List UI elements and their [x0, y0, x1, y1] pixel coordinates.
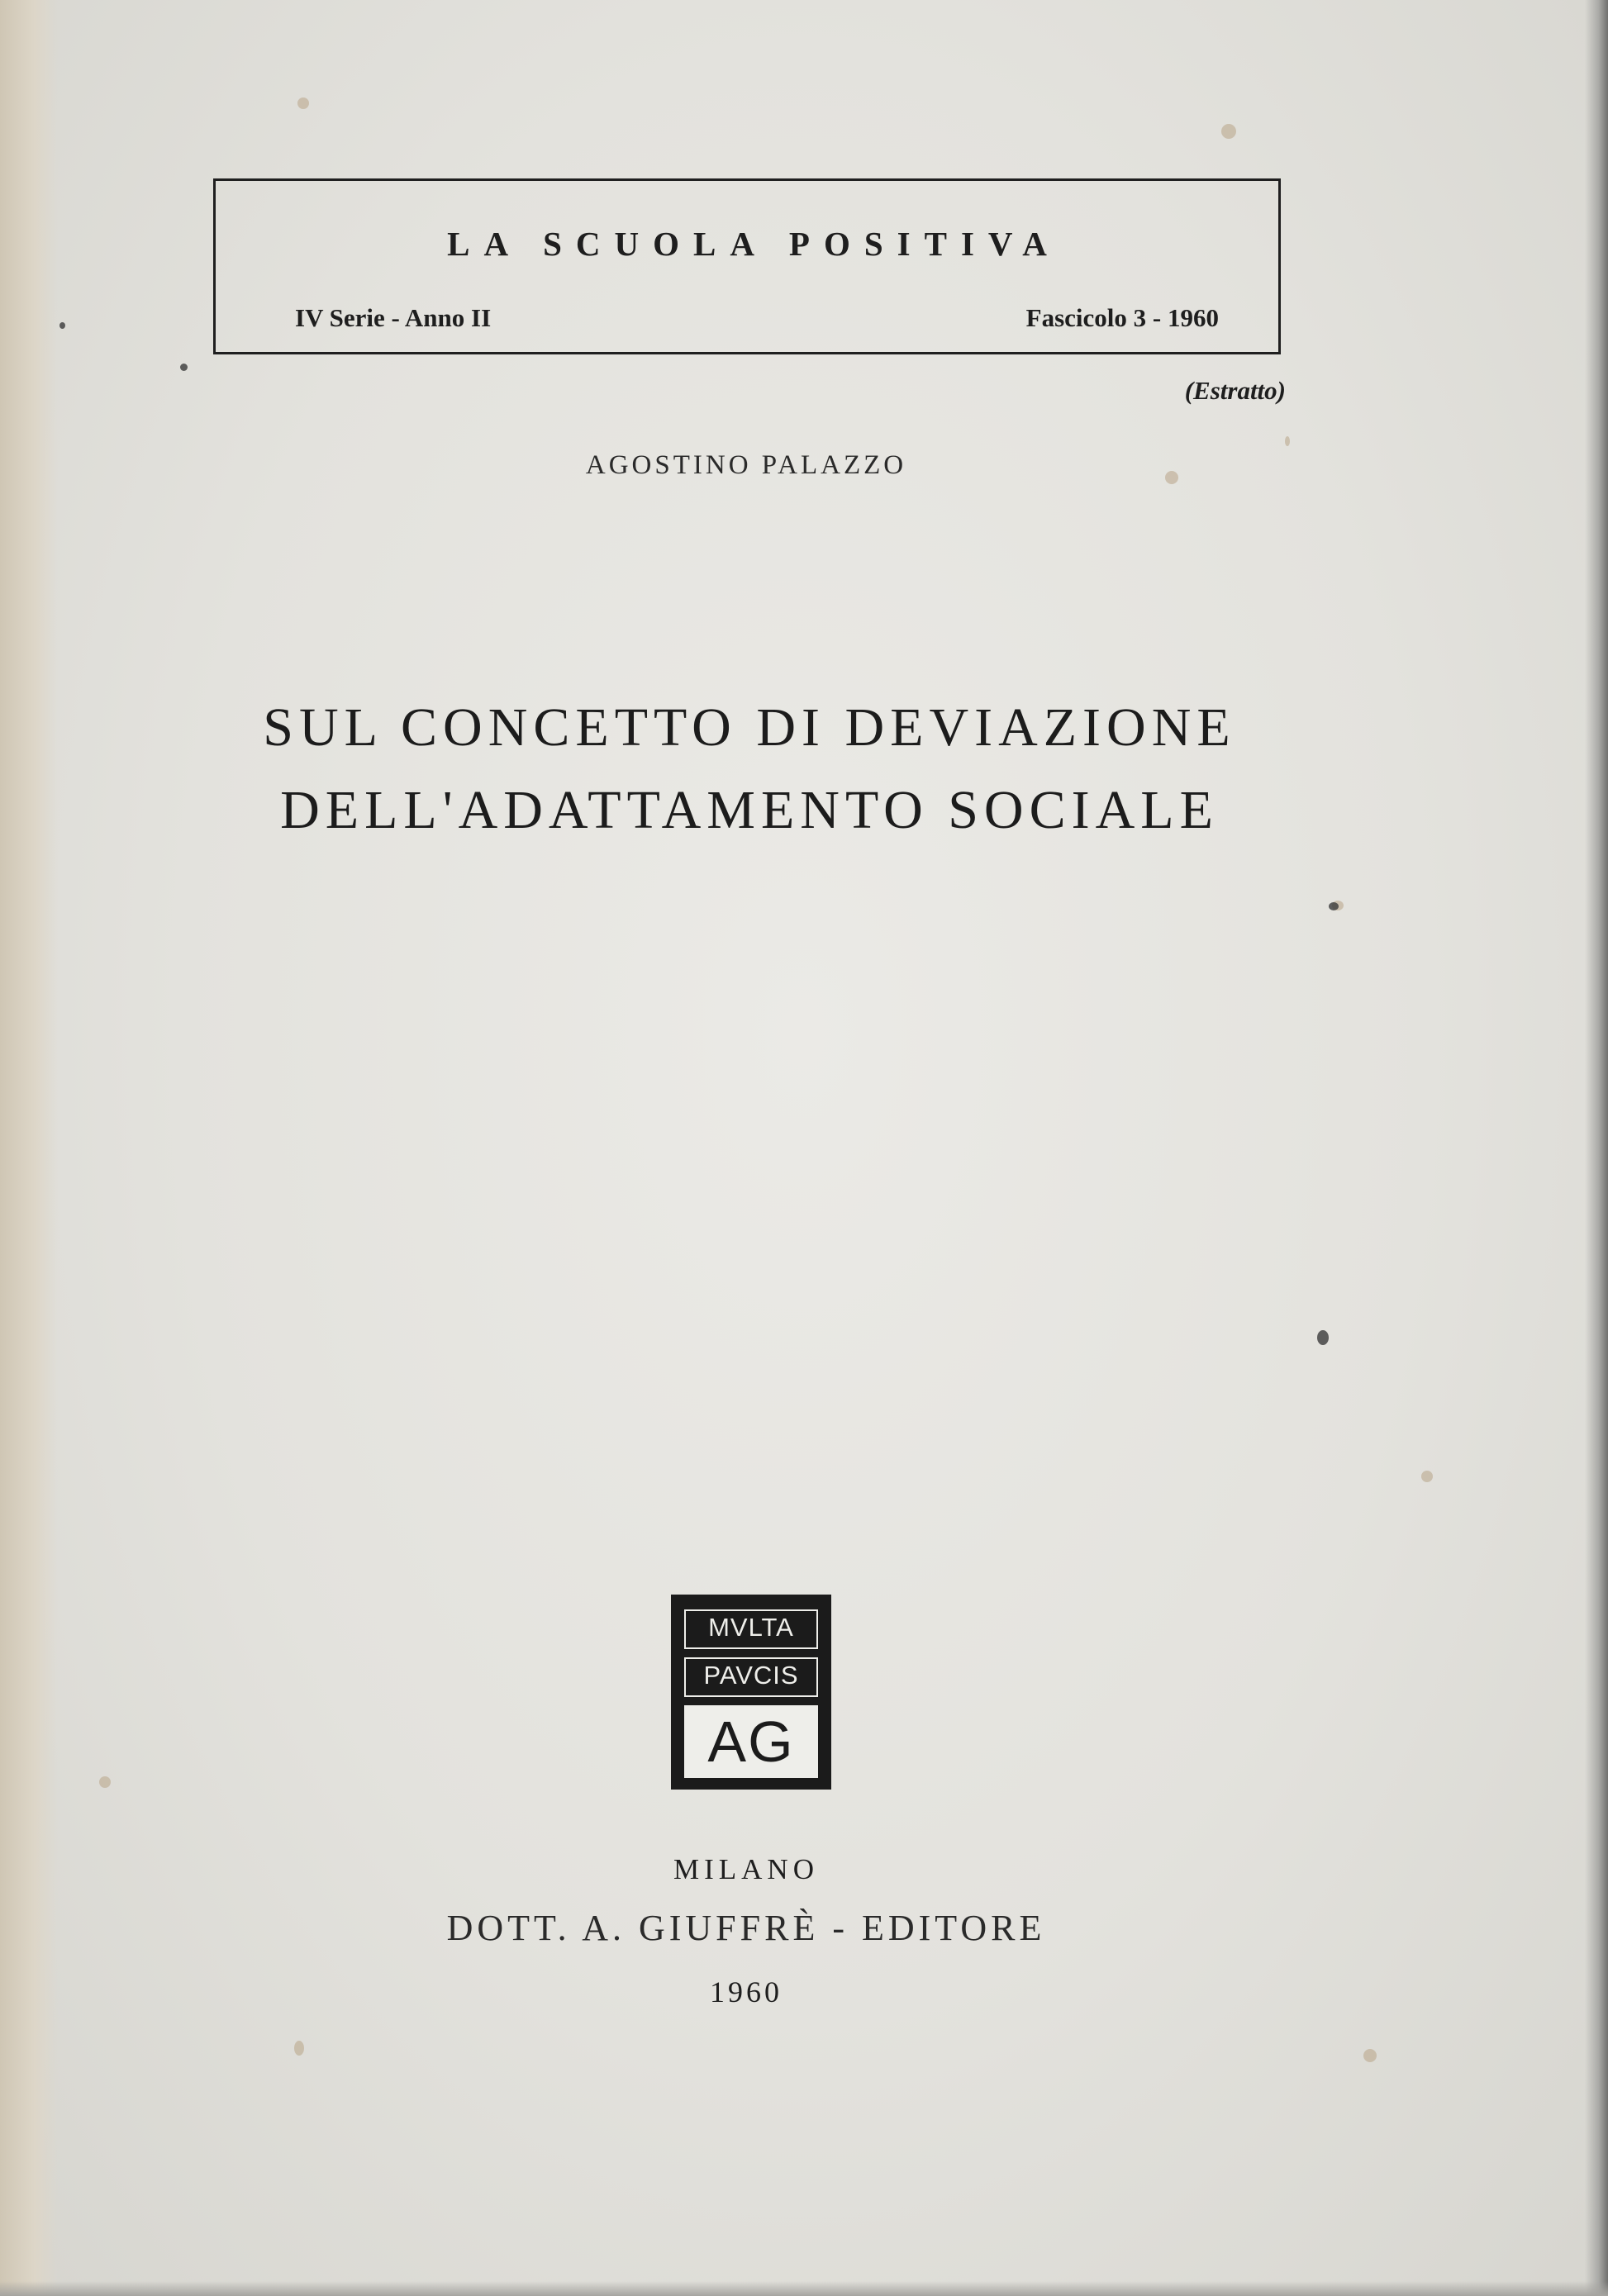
foxing-spot [1329, 902, 1339, 910]
book-title-line-2: DELL'ADATTAMENTO SOCIALE [280, 780, 1219, 840]
spine-edge [0, 0, 58, 2296]
foxing-spot [1363, 2049, 1377, 2062]
book-title-line-1: SUL CONCETTO DI DEVIAZIONE [263, 697, 1236, 758]
author-name: AGOSTINO PALAZZO [585, 450, 907, 480]
journal-series: IV Serie - Anno II [295, 303, 492, 332]
foxing-spot [59, 322, 65, 329]
journal-title: LA SCUOLA POSITIVA [447, 225, 1061, 263]
foxing-spot [297, 97, 309, 109]
page-bottom-edge [0, 2281, 1608, 2296]
foxing-spot [1317, 1330, 1329, 1345]
journal-header-box [213, 178, 1281, 354]
journal-issue: Fascicolo 3 - 1960 [1025, 303, 1219, 332]
logo-monogram: AG [684, 1705, 818, 1778]
publisher-logo [671, 1595, 831, 1790]
imprint-publisher: DOTT. A. GIUFFRÈ - EDITORE [446, 1908, 1046, 1948]
logo-word-multa: MVLTA [684, 1609, 818, 1649]
imprint-city: MILANO [673, 1853, 819, 1885]
extract-label: (Estratto) [1184, 376, 1286, 405]
foxing-spot [294, 2041, 304, 2056]
foxing-spot [1221, 124, 1236, 139]
logo-word-paucis: PAVCIS [684, 1657, 818, 1697]
foxing-spot [99, 1776, 111, 1788]
page-right-edge [1585, 0, 1608, 2296]
foxing-spot [180, 364, 188, 371]
foxing-spot [1285, 436, 1290, 446]
imprint-year: 1960 [710, 1975, 783, 2008]
foxing-spot [1421, 1471, 1433, 1482]
